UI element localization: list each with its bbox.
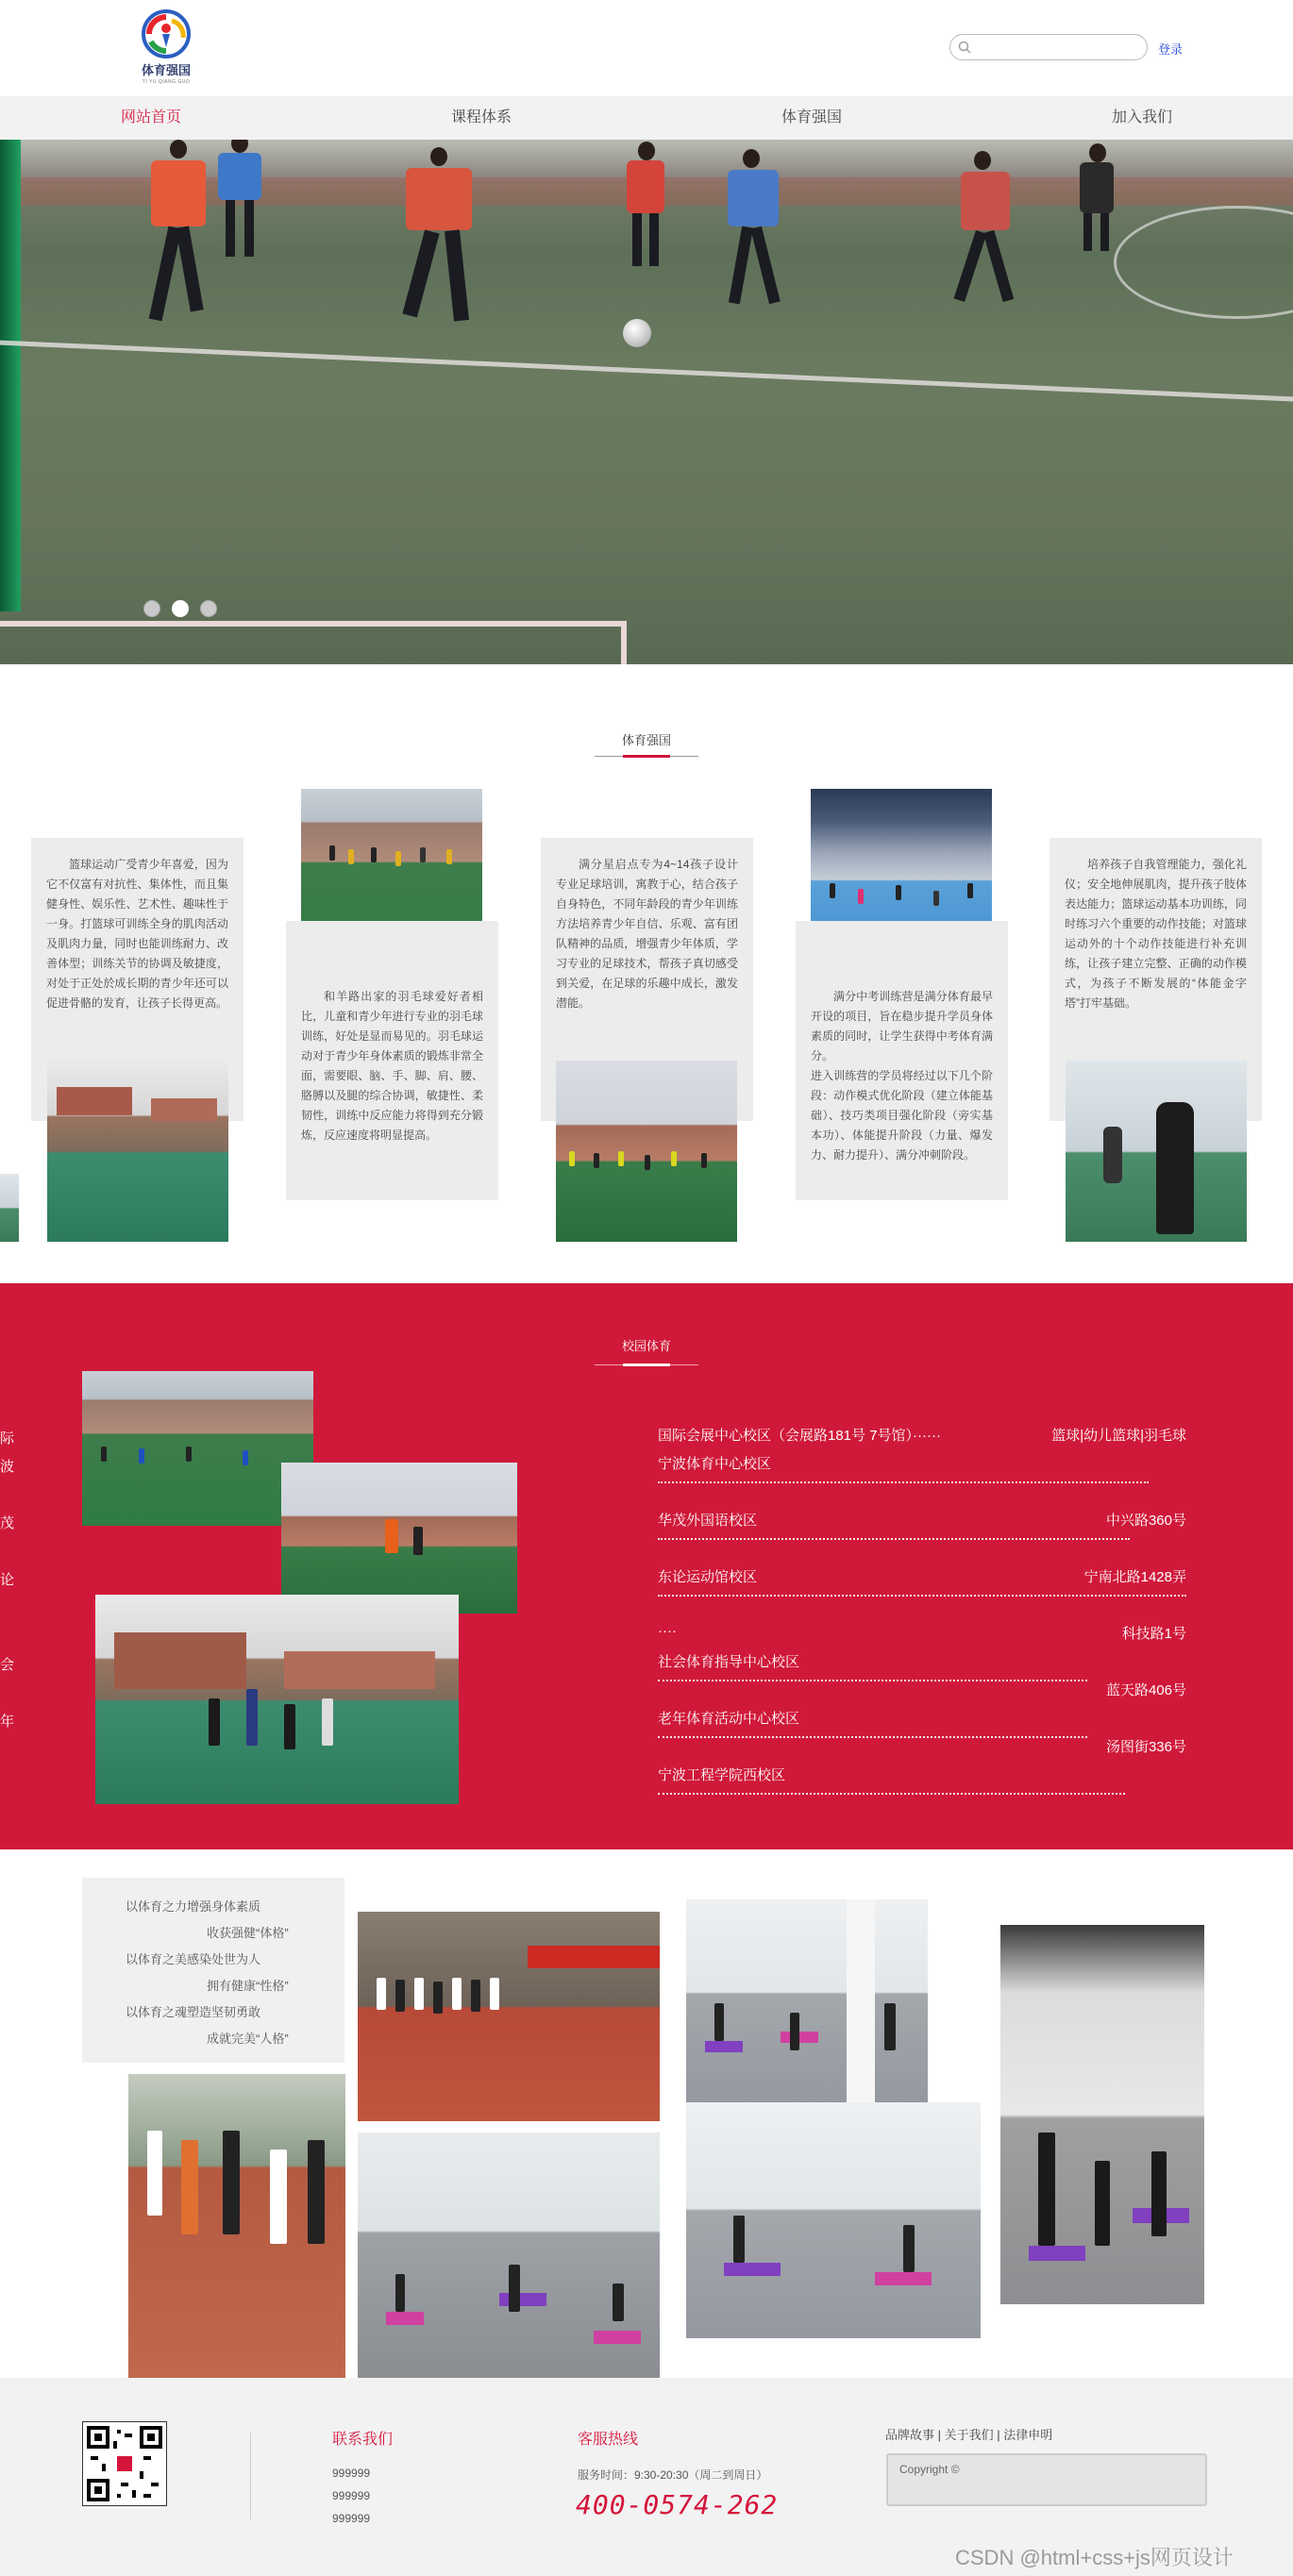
slogan-line: 以体育之力增强身体素质 (126, 1899, 261, 1914)
contact-line: 999999 (332, 2467, 371, 2480)
campus-row-lantian[interactable]: 蓝天路406号 (1105, 1682, 1186, 1698)
search-input[interactable] (975, 37, 1141, 58)
section-title-underline (595, 756, 698, 757)
campus-section (0, 1283, 1293, 1849)
main-nav (0, 96, 1293, 140)
card-photo-foundation (1066, 1061, 1247, 1242)
campus-row-ningbo-sports-center[interactable]: 宁波体育中心校区 (658, 1456, 772, 1472)
dotted-separator (658, 1481, 1149, 1483)
banner-previous-slide-edge (0, 140, 21, 611)
dotted-separator (658, 1793, 1125, 1795)
service-title: 客服热线 (578, 2432, 639, 2448)
logo-subtitle: TI YU QIANG GUO (142, 79, 191, 85)
cut-text: 年 (0, 1714, 15, 1730)
campus-photo-2 (281, 1463, 517, 1614)
soccer-ball (623, 319, 651, 347)
field-line (0, 338, 1293, 404)
contact-line: 999999 (332, 2489, 371, 2502)
nav-item-home[interactable]: 网站首页 (120, 109, 181, 125)
campus-row-social-sports[interactable]: 社会体育指导中心校区 (658, 1654, 800, 1670)
campus-row-intl-expo[interactable]: 国际会展中心校区（会展路181号 7号馆）······ 篮球|幼儿篮球|羽毛球 (658, 1428, 1186, 1444)
card-photo-soccer (556, 1061, 737, 1242)
nav-item-join-us[interactable]: 加入我们 (1111, 109, 1172, 125)
slider-dot-3[interactable] (200, 600, 217, 617)
slogan-box (82, 1878, 344, 2063)
field-line (621, 621, 627, 664)
section-title-sports-power: 体育强国 (621, 733, 671, 747)
slogan-line: 以体育之美感染处世为人 (126, 1952, 261, 1966)
footer-links[interactable]: 品牌故事 | 关于我们 | 法律申明 (885, 2428, 1053, 2442)
gallery-photo-tug-of-war (358, 1912, 660, 2121)
contact-line: 999999 (332, 2512, 371, 2525)
footer-divider (250, 2433, 251, 2519)
login-link[interactable]: 登录 (1158, 42, 1184, 57)
copyright-box: Copyright © (886, 2453, 1207, 2506)
contact-title: 联系我们 (332, 2432, 394, 2448)
card-text-soccer: 满分星启点专为4~14孩子设计专业足球培训，寓教于心，结合孩子自身特色，不同年龄段的青少年训练方法培养青少年自信、乐观、富有团队精神的品质，增强青少年体质，学习专业的足球技术，帮孩子真切感受到关爱，在足球的乐趣中成长，激发潜能。 (541, 838, 753, 1121)
campus-row-tangtu[interactable]: 汤图街336号 (1105, 1739, 1186, 1755)
field-line (0, 621, 623, 627)
service-time: 服务时间：9:30-20:30（周二到周日） (578, 2468, 768, 2482)
cut-text: 论 (0, 1572, 15, 1588)
slogan-line: 拥有健康“性格” (207, 1979, 289, 1993)
card-text-basketball: 篮球运动广受青少年喜爱，因为它不仅富有对抗性、集体性，而且集健身性、娱乐性、艺术性、趣味性于一身。打篮球可训练全身的肌肉活动及肌肉力量，同时也能训练耐力、改善体型；训练关节的协调及敏捷度，对处于正处於成长期的青少年还可以促进骨骼的发育，让孩子长得更高。 (31, 838, 243, 1121)
campus-row-huamao[interactable]: 华茂外国语校区 中兴路360号 (658, 1513, 1186, 1529)
gallery-photo-yoga-2 (686, 1899, 928, 2105)
section-title-underline (595, 1364, 698, 1365)
card-text-exam-camp: 满分中考训练营是满分体育最早开设的项目，旨在稳步提升学员身体素质的同时，让学生获得中考体育满分。 进入训练营的学员将经过以下几个阶段：动作模式优化阶段（建立体能基础）、技巧类项目强化阶段（旁实基本功）、体能提升阶段（力量、爆发力、耐力提升）、满分冲刺阶段。 (796, 921, 1008, 1200)
field-arc (1114, 206, 1293, 319)
dotted-separator (658, 1595, 1186, 1597)
card-photo-partial (0, 1174, 19, 1242)
campus-photo-1 (82, 1371, 313, 1526)
campus-row-keji[interactable]: ···· 科技路1号 (658, 1623, 1186, 1642)
csdn-watermark: CSDN @html+css+js网页设计 (955, 2546, 1234, 2569)
slogan-line: 以体育之魂塑造坚韧勇敢 (126, 2005, 261, 2019)
logo-title: 体育强国 (141, 63, 191, 77)
site-header (0, 0, 1293, 96)
slider-dot-2[interactable] (172, 600, 189, 617)
gallery-photo-stretching (1000, 1925, 1204, 2304)
campus-row-donglun[interactable]: 东论运动馆校区 宁南北路1428弄 (658, 1569, 1186, 1585)
search-box (949, 34, 1148, 60)
card-text-foundation: 培养孩子自我管理能力，强化礼仪；安全地伸展肌肉，提升孩子肢体表达能力；篮球运动基本功训练，同时练习六个重要的动作技能；对篮球运动外的十个动作技能进行补充训练，让孩子建立完整、正确的动作模式，为孩子不断发展的“体能金字塔”打牢基础。 (1050, 838, 1262, 1121)
slogan-line: 收获强健“体格” (207, 1926, 289, 1940)
hero-banner[interactable] (0, 140, 1293, 664)
qr-code-icon (82, 2421, 167, 2506)
cut-text: 会 (0, 1657, 15, 1673)
campus-row-engineering[interactable]: 宁波工程学院西校区 (658, 1767, 786, 1783)
hotline-number: 400-0574-262 (576, 2489, 779, 2520)
campus-row-elderly[interactable]: 老年体育活动中心校区 (658, 1711, 800, 1727)
card-photo-basketball (47, 1061, 228, 1242)
dotted-separator (658, 1538, 1130, 1540)
cut-text: 茂 (0, 1515, 15, 1531)
logo[interactable] (138, 6, 194, 83)
nav-item-courses[interactable]: 课程体系 (450, 109, 512, 125)
search-icon[interactable] (958, 41, 971, 54)
campus-photo-3 (95, 1595, 459, 1804)
section-title-campus: 校园体育 (621, 1339, 671, 1353)
nav-item-sports-power[interactable]: 体育强国 (781, 109, 842, 125)
cut-text: 波 (0, 1459, 15, 1475)
logo-emblem-icon (138, 6, 194, 60)
slogan-line: 成就完美“人格” (207, 2032, 289, 2046)
card-text-badminton: 和羊路出家的羽毛球爱好者相比，儿童和青少年进行专业的羽毛球训练，好处是显而易见的。羽毛球运动对于青少年身体素质的锻炼非常全面，需要眼、脑、手、脚、肩、腰、胳膊以及腿的综合协调，敏捷性、柔韧性，训练中反应能力将得到充分锻炼，反应速度将明显提高。 (286, 921, 498, 1200)
slider-dot-1[interactable] (143, 600, 160, 617)
cut-text: 际 (0, 1430, 15, 1447)
gallery-photo-relay (128, 2074, 345, 2378)
gallery-photo-yoga-1 (358, 2133, 660, 2378)
gallery-photo-yoga-3 (686, 2102, 981, 2338)
